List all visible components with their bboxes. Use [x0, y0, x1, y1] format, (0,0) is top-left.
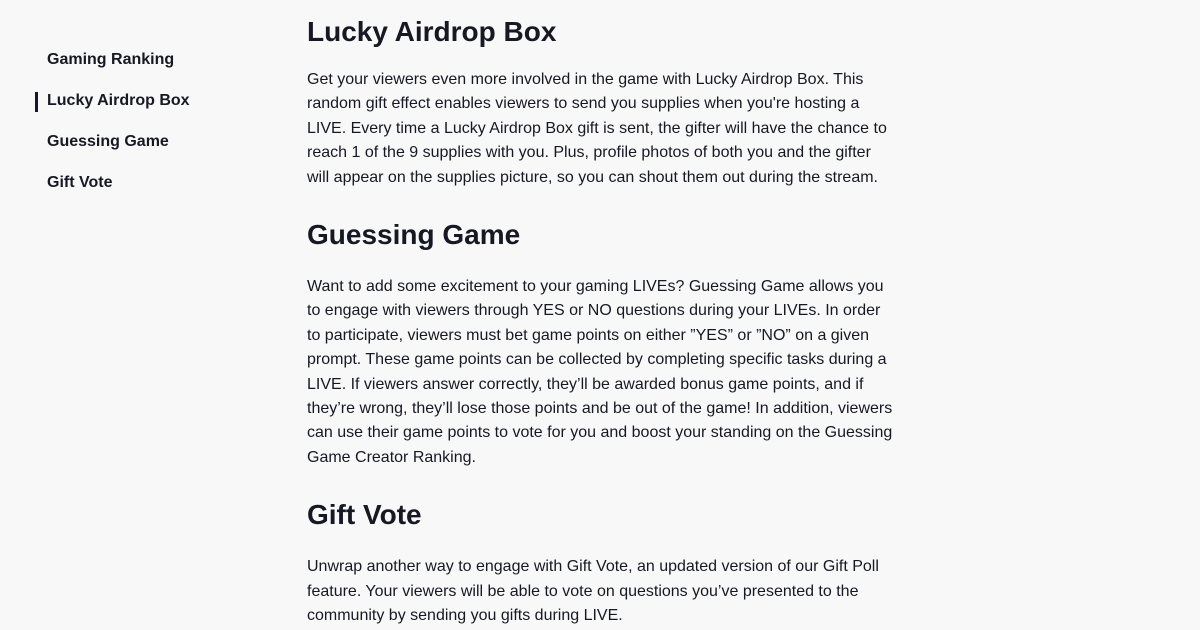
section-paragraph: Want to add some excitement to your gaming LIVEs? Guessing Game allows you to engage with viewers through YES or NO questions during your LIVEs. In order to participate, viewers must bet game points on either ”YES” or ”NO” on a given prompt. These game points can be collected by completing specific tasks during a LIVE. If viewers answer correctly, they’ll be awarded bonus game points, and if they’re wrong, they’ll lose those points and be out of the game! In addition, viewers can use their game points to vote for you and boost your standing on the Guessing Game Creator Ranking.: [307, 278, 893, 466]
section-heading: Guessing Game: [307, 219, 521, 251]
toc-item-gift-vote[interactable]: Gift Vote: [47, 174, 113, 191]
section-gift-vote: [307, 493, 897, 628]
section-heading: Lucky Airdrop Box: [307, 16, 557, 47]
toc-item-guessing-game[interactable]: Guessing Game: [47, 133, 169, 150]
section-lucky-airdrop-box: [307, 10, 897, 190]
section-heading: Gift Vote: [307, 499, 422, 531]
toc-item-gaming-ranking[interactable]: Gaming Ranking: [47, 51, 175, 68]
section-guessing-game: [307, 213, 897, 470]
article-content: [307, 10, 897, 629]
section-paragraph: Unwrap another way to engage with Gift Vote, an updated version of our Gift Poll feature. Your viewers will be able to vote on questions you’ve presented to the community by sending you gifts during LIVE.: [307, 558, 879, 625]
section-paragraph: Get your viewers even more involved in the game with Lucky Airdrop Box. This random gift effect enables viewers to send you supplies when you're hosting a LIVE. Every time a Lucky Airdrop Box gift is sent, the gifter will have the chance to reach 1 of the 9 supplies with you. Plus, profile photos of both you and the gifter will appear on the supplies picture, so you can shout them out during the stream.: [307, 71, 887, 186]
table-of-contents: [35, 46, 255, 210]
toc-item-lucky-airdrop-box[interactable]: Lucky Airdrop Box: [35, 87, 255, 128]
